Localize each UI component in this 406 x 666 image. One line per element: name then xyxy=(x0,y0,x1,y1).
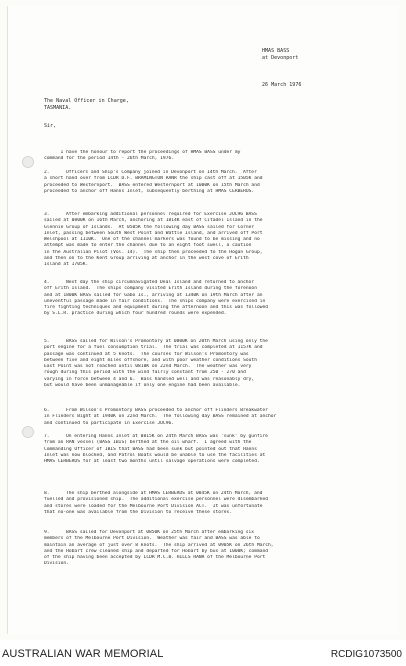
paragraph-line: but would have been unmanageable if only one engine had been available. xyxy=(44,383,241,389)
paragraph-line: between five and eight miles offshore, and with poor weather conditions South xyxy=(44,357,257,363)
paragraph-line: proceeded to anchor off Hanns Inlet, subsequently berthing at HMAS CERBERUS. xyxy=(44,188,255,194)
sender-location: at Devonport xyxy=(262,55,299,61)
paragraph-line: off Erith Island. The ships company visited Erith Island during the forenoon xyxy=(44,286,257,292)
paragraph xyxy=(44,434,384,465)
paragraph-line: from an RAN vessel (BASS IBIS) berthed at the oil wharf. I agreed with the xyxy=(44,440,252,446)
paragraph-line: that no-one was available from the Division to receive these stores. xyxy=(44,509,233,515)
paragraph-line: I have the honour to report the proceedings of HMAS BASS under my xyxy=(44,150,241,155)
record-id: RCDIG1073500 xyxy=(330,649,402,660)
paragraph-line: attempt was made to enter the channel due to an eight foot swell, a caution xyxy=(44,243,252,249)
paragraph-line: HMAS CERBERUS for at least two months until salvage operations were completed. xyxy=(44,459,260,465)
institution-name: AUSTRALIAN WAR MEMORIAL xyxy=(2,648,164,660)
paragraph-line: and the Hobart crew cleaned ship and departed for Hobart by bus at 1000K; command xyxy=(44,548,269,554)
paragraph xyxy=(44,150,384,163)
paragraph-number: 3. xyxy=(44,212,50,217)
paragraph-number: 9. xyxy=(44,530,50,535)
paragraph-number: 8. xyxy=(44,491,50,496)
punch-hole xyxy=(22,426,34,438)
paragraph-line: fire fighting techniques and equipment during the afternoon and this was followed xyxy=(44,305,269,311)
paragraph-text: The ship berthed alongside at HMAS CERBERUS at 0845K on 24th March, and xyxy=(66,491,263,496)
paragraph-number: 5. xyxy=(44,339,50,344)
paragraph-text: After embarking additional personnel required for Exercise JUC96 BASS xyxy=(66,212,257,217)
paragraph-line: proceeded to Westernport. BASS entered Westernport at 1000K on 15th March and xyxy=(44,182,260,188)
paragraph-text: Officers and Ship's Company joined in Devonport on 14th March. After xyxy=(66,170,257,175)
paragraph-line: Commanding Officer of IBIS that BASS had been sunk but pointed out that Hanns xyxy=(44,446,257,452)
addressee-line-1: The Naval Officer in Charge, xyxy=(44,98,129,104)
paragraph-line: passage was continued at 5 knots. The courses for Wilson's Promontory was xyxy=(44,351,249,357)
paragraph-text: On entering Hanns Inlet at 0815K on 24th March BASS was 'sunk' by gunfire xyxy=(66,434,268,439)
paragraph-line: Inlet, passing between South West Point and Wattle Island, and arrived off Port xyxy=(44,230,263,236)
paragraph-line: Glennie Group of Islands. At 0505K the following day BASS sailed for Corner xyxy=(44,224,255,230)
paragraph-line: and at 1800K BASS sailed for Gabo Is., arriving at 1340K on 19th March after an xyxy=(44,292,263,298)
paragraph xyxy=(44,170,384,195)
paragraph-text: Next day the ship circumnavigated Deal Island and returned to anchor xyxy=(66,280,255,285)
paragraph-line: by S.L.R. practice during which four hundred rounds were expended. xyxy=(44,311,227,317)
paragraph xyxy=(44,530,384,568)
paragraph-number: 2. xyxy=(44,170,50,175)
paragraph-line: and then on to the Kent Group arriving at anchor in the west cove of Erith xyxy=(44,256,249,262)
paragraph-number: 7. xyxy=(44,434,50,439)
archive-footer xyxy=(0,640,406,666)
paragraph xyxy=(44,280,384,318)
paragraph-line: of the ship having been accepted by LCDR M.C.B. HILLS RANR of the Melbourne Port xyxy=(44,555,266,561)
addressee-line-2: TASMANIA. xyxy=(44,105,72,111)
letter-date: 26 March 1976 xyxy=(262,82,302,88)
paragraph-text: From Wilson's Promontory BASS proceeded to anchor off Flinders Breakwater xyxy=(66,408,268,413)
salutation: Sir, xyxy=(44,123,57,129)
paragraph-line: East Point was not reached until 0810K on 22nd March. The weather was very xyxy=(44,364,252,370)
paragraph-line: members of the Melbourne Port Division. Weather was fair and BASS was able to xyxy=(44,536,260,542)
paragraph-line: and stores were loaded for the Melbourne Port Division ACT. It was unfortunate xyxy=(44,503,263,509)
punch-hole xyxy=(22,156,34,168)
paragraph-line: Island at 1705K. xyxy=(44,262,89,268)
paragraph-line: Inlet was now blocked, and Patrol Boats would be unable to use the facilities at xyxy=(44,452,266,458)
paragraph-line: Welshpool at 1110K. One of the channel markers was found to be missing and no xyxy=(44,237,260,243)
paragraph-line: port engine for a fuel consumption trial. The trial was completed at 1157K and xyxy=(44,345,263,351)
paragraph-line: in the Australian Pilot (Vol. 14). The ship then proceeded to the Hogan Group, xyxy=(44,249,263,255)
paragraph-line: and continued to participate in Exercise JUC96. xyxy=(44,420,174,426)
paragraph-line: command for the period 14th - 26th March, 1976. xyxy=(44,156,174,162)
paragraph-number: 6. xyxy=(44,408,50,413)
paragraph xyxy=(44,212,384,269)
paragraph-line: a short hand over from LCDR D.F. BRAMINGTON RANR the ship cast off at 1505K and xyxy=(44,176,263,182)
paragraph-text: BASS sailed for Devonport at 0850K on 25th March after embarking six xyxy=(66,530,255,535)
paragraph-text: BASS sailed for Wilson's Promontory at 0800K on 20th March using only the xyxy=(66,339,268,344)
paragraph xyxy=(44,408,384,427)
paragraph-line: maintain an average of just over 8 knots. The ship arrived at 0905K on 26th March, xyxy=(44,542,274,548)
paragraph xyxy=(44,491,384,516)
paragraph xyxy=(44,339,384,389)
paragraph-number: 4. xyxy=(44,280,50,285)
paragraph-line: in Flinders Bight at 1940K on 22nd March. The following day BASS remained at anchor xyxy=(44,414,277,420)
paragraph-line: uneventful passage made in fair conditions. The ships company were exercised in xyxy=(44,298,266,304)
paragraph-line: rough during this period with the wind fairly constant from 250 - 270 and xyxy=(44,370,246,376)
paragraph-line: Division. xyxy=(44,561,69,567)
paragraph-line: varying in force between 4 and 6. Bass handled well and was reasonably dry, xyxy=(44,376,255,382)
paragraph-line: sailed at 0800K on 16th March, anchoring at 1814K east of Citadel Island in the xyxy=(44,218,263,224)
sender-ship: HMAS BASS xyxy=(262,48,290,54)
paragraph-line: fuelled and provisioned ship. The additional exercise personnel were disembarked xyxy=(44,497,269,503)
